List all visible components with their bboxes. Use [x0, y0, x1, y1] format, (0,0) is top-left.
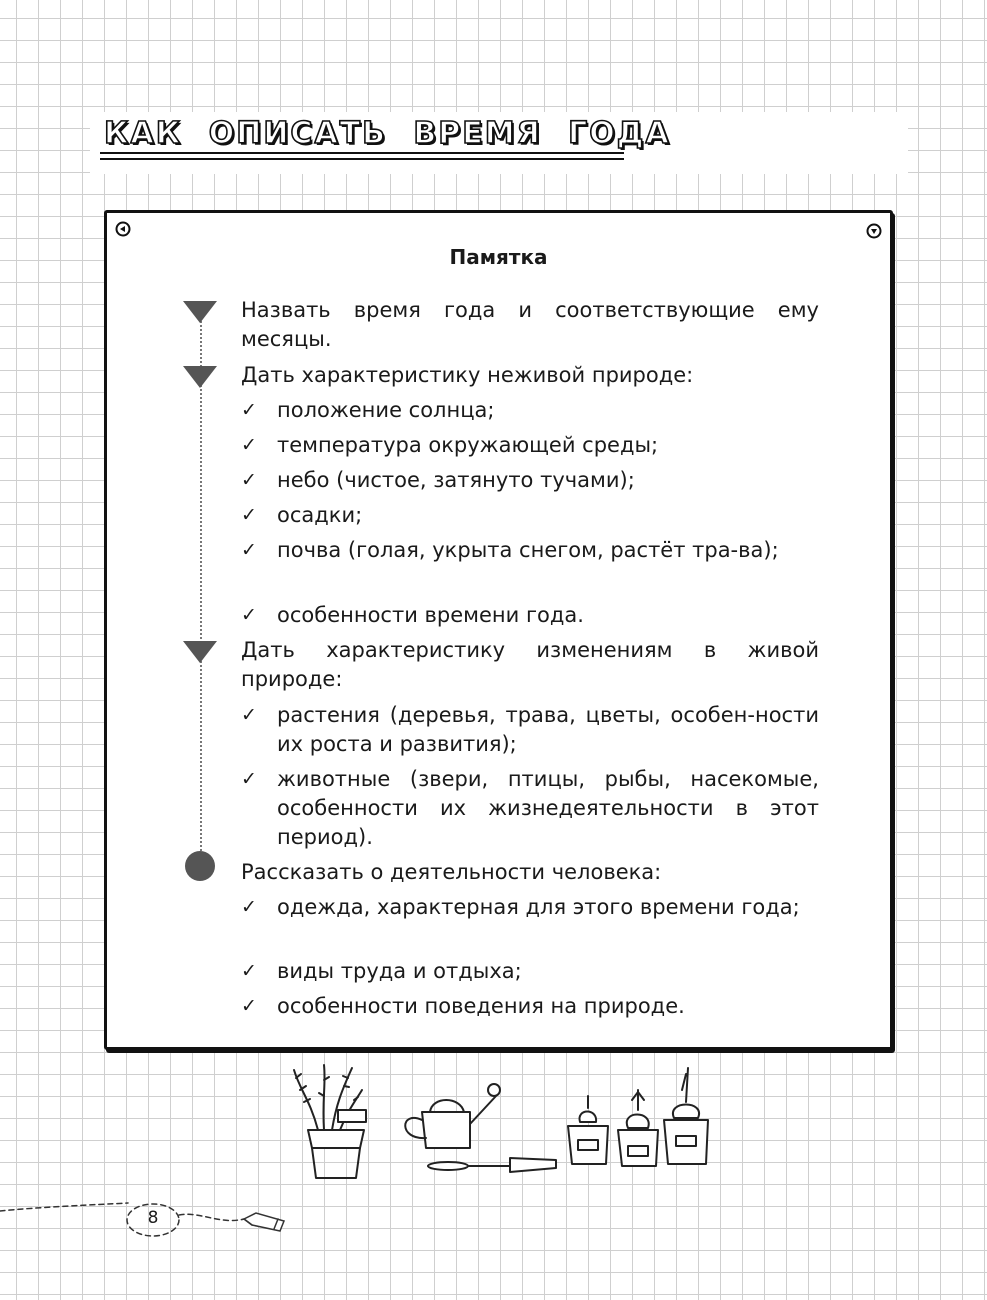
check-mark-icon: ✓ [241, 539, 257, 561]
timeline-line [200, 317, 202, 867]
step-4-text: Рассказать о деятельности человека: [241, 860, 662, 884]
title-underline [100, 152, 624, 160]
memo-card [104, 210, 893, 1050]
list-item [241, 992, 819, 1021]
check-mark-icon: ✓ [241, 604, 257, 626]
watering-can-icon [405, 1084, 500, 1148]
check-mark-icon: ✓ [241, 399, 257, 421]
page-number: 8 [147, 1208, 159, 1228]
bulb-pot-icon [568, 1096, 608, 1164]
list-item-text: виды труда и отдыха; [277, 959, 522, 983]
list-item [241, 466, 819, 495]
step-1-text: Назвать время года и соответствующие ему месяцы. [241, 298, 819, 351]
step-3-text: Дать характеристику изменениям в живой природе: [241, 638, 819, 691]
list-item-text: положение солнца; [277, 398, 495, 422]
list-item [241, 396, 819, 425]
check-mark-icon: ✓ [241, 960, 257, 982]
check-mark-icon: ✓ [241, 434, 257, 456]
check-mark-icon: ✓ [241, 704, 257, 726]
pencil-icon [244, 1213, 284, 1231]
memo-heading: Памятка [449, 245, 548, 269]
triangle-marker-icon [183, 366, 217, 388]
circle-marker-icon [185, 851, 215, 881]
list-item [241, 701, 819, 759]
list-item-text: особенности времени года. [277, 603, 584, 627]
list-item-text: почва (голая, укрыта снегом, растёт тра-ва); [277, 538, 779, 562]
list-item [241, 501, 819, 530]
check-mark-icon: ✓ [241, 995, 257, 1017]
page-title: КАК ОПИСАТЬ ВРЕМЯ ГОДА [104, 116, 671, 151]
list-item-text: температура окружающей среды; [277, 433, 659, 457]
list-item [241, 765, 819, 852]
check-mark-icon: ✓ [241, 469, 257, 491]
triangle-marker-icon [183, 641, 217, 663]
list-item-text: небо (чистое, затянуто тучами); [277, 468, 635, 492]
list-item-text: особенности поведения на природе. [277, 994, 685, 1018]
list-item-text: растения (деревья, трава, цветы, особен-ности их роста и развития); [277, 703, 819, 756]
check-mark-icon: ✓ [241, 768, 257, 790]
triangle-marker-icon [183, 301, 217, 323]
list-item-text: животные (звери, птицы, рыбы, насекомые, особенности их жизнедеятельности в этот период). [277, 767, 819, 849]
bulb-pot-icon [664, 1068, 708, 1164]
pin-icon [115, 221, 131, 237]
pin-icon [866, 223, 882, 239]
bulb-pot-icon [618, 1090, 658, 1166]
list-item [241, 957, 819, 986]
list-item [241, 601, 819, 630]
plant-pot-icon [294, 1065, 366, 1178]
list-item-text: одежда, характерная для этого времени года; [277, 895, 800, 919]
list-item [241, 536, 819, 565]
check-mark-icon: ✓ [241, 896, 257, 918]
garden-illustration [280, 1060, 720, 1190]
garden-trowel-icon [428, 1158, 556, 1172]
check-mark-icon: ✓ [241, 504, 257, 526]
step-2-text: Дать характеристику неживой природе: [241, 363, 694, 387]
list-item [241, 431, 819, 460]
list-item [241, 893, 819, 922]
list-item-text: осадки; [277, 503, 363, 527]
